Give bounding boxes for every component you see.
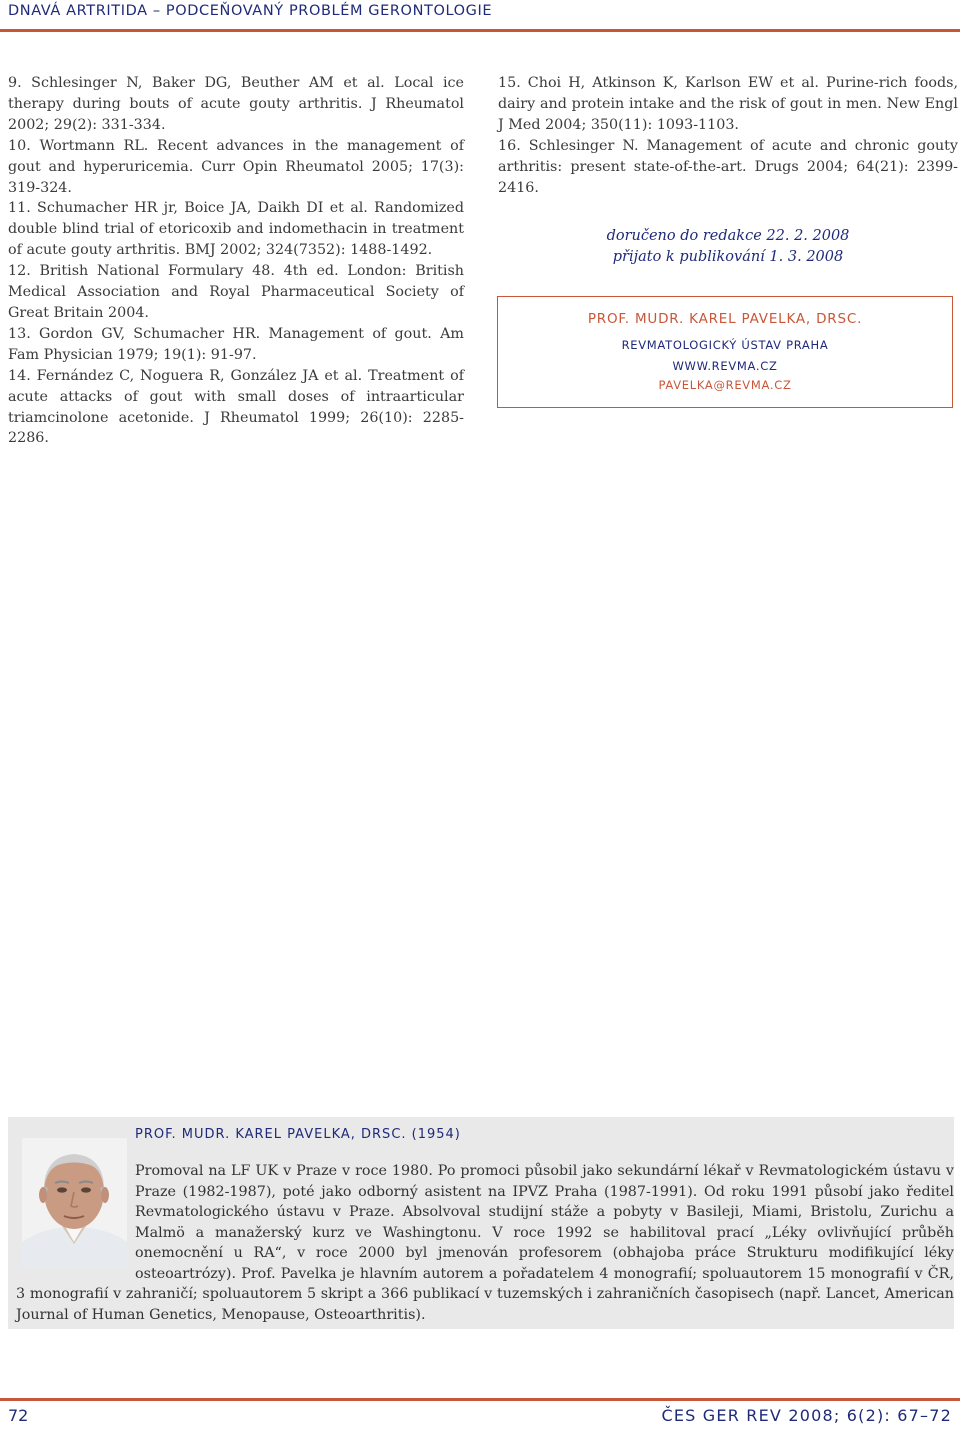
contact-email-link[interactable]: PAVELKA@REVMA.CZ [658, 378, 792, 392]
footer-divider [0, 1398, 960, 1401]
bio-text-block [16, 1161, 954, 1325]
accepted-date: přijato k publikování 1. 3. 2008 [612, 249, 844, 266]
page-number: 72 [8, 1406, 29, 1425]
bio-paragraph: Promoval na LF UK v Praze v roce 1980. Po promoci působil jako sekundární lékař v Revmatologickém ústavu v Praze (1982-1987), poté jako odborný asistent na IPVZ Praha (1987-1991). Od roku 1991 působí jako ředitel Revmatologického ústavu v Praze. Absolvoval studijní stáže a pobyty v Basileji, Miami, Bristolu, Zurichu a Malmö a manažerský kurz ve Washingtonu. V roce 1992 se habilitoval prací „Léky ovlivňující průběh onemocnění u RA“, v roce 2000 byl jmenován profesorem (obhajoba práce Strukturu modifikující léky osteoartrózy). Prof. Pavelka je hlavním autorem a pořadatelem 4 monografií; spoluautorem 15 monografií v ČR, 3 monografií v zahraničí; spoluautorem 5 skript a 366 publikací v tuzemských i zahraničních časopisech (např. Lancet, American Journal of Human Genetics, Menopause, Osteoarthritis). [16, 1163, 954, 1323]
journal-citation: ČES GER REV 2008; 6(2): 67–72 [661, 1406, 952, 1425]
bio-title: PROF. MUDR. KAREL PAVELKA, DRSC. (1954) [135, 1127, 461, 1142]
reference-10: 10. Wortmann RL. Recent advances in the management of gout and hyperuricemia. Curr Opin Rheumatol 2005; 17(3): 319-324. [8, 137, 464, 196]
reference-11: 11. Schumacher HR jr, Boice JA, Daikh DI et al. Randomized double blind trial of etoricoxib and indomethacin in treatment of acute gouty arthritis. BMJ 2002; 324(7352): 1488-1492. [8, 200, 464, 259]
reference-16: 16. Schlesinger N. Management of acute and chronic gouty arthritis: present state-of-the-art. Drugs 2004; 64(21): 2399-2416. [498, 137, 958, 196]
contact-institution: REVMATOLOGICKÝ ÚSTAV PRAHA [621, 338, 829, 352]
reference-15: 15. Choi H, Atkinson K, Karlson EW et al. Purine-rich foods, dairy and protein intake and the risk of gout in men. New Engl J Med 2004; 350(11): 1093-1103. [498, 75, 958, 133]
reference-12: 12. British National Formulary 48. 4th ed. London: British Medical Association and Royal Pharmaceutical Society of Great Britain 2004. [8, 263, 464, 321]
author-bio-box [8, 1117, 954, 1329]
portrait-text-wrap [16, 1161, 135, 1283]
author-contact-box [497, 296, 953, 408]
references-left-column [8, 73, 464, 449]
contact-author-name: PROF. MUDR. KAREL PAVELKA, DRSC. [587, 311, 863, 327]
received-dates [498, 226, 958, 268]
references-right-column [498, 73, 958, 268]
reference-14: 14. Fernández C, Noguera R, González JA et al. Treatment of acute attacks of gout with small doses of intraarticular triamcinolone acetonide. J Rheumatol 1999; 26(10): 2285-2286. [8, 367, 464, 447]
contact-website-link[interactable]: WWW.REVMA.CZ [672, 359, 778, 373]
submitted-date: doručeno do redakce 22. 2. 2008 [606, 228, 850, 245]
reference-13: 13. Gordon GV, Schumacher HR. Management of gout. Am Fam Physician 1979; 19(1): 91-97. [8, 325, 464, 363]
running-header-title: DNAVÁ ARTRITIDA – PODCEŇOVANÝ PROBLÉM GERONTOLOGIE [8, 3, 493, 19]
header-divider [0, 29, 960, 32]
reference-9: 9. Schlesinger N, Baker DG, Beuther AM et al. Local ice therapy during bouts of acute gouty arthritis. J Rheumatol 2002; 29(2): 331-334. [8, 75, 464, 133]
